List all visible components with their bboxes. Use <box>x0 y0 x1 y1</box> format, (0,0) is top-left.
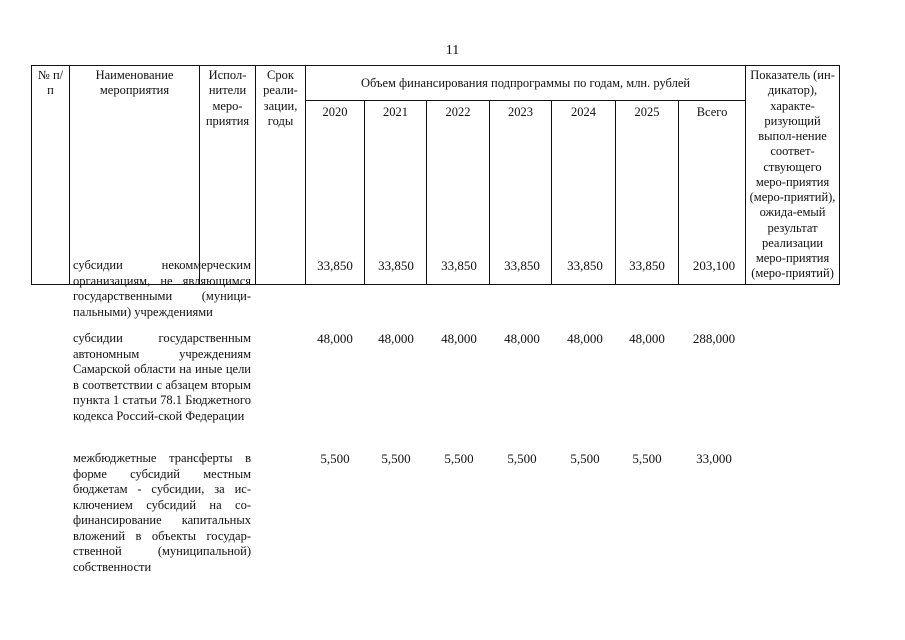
header-funding-cell: Объем финансирования подпрограммы по годам, млн. рублей <box>306 66 746 101</box>
value-2022: 5,500 <box>444 451 474 466</box>
header-indicator-cell: Показатель (ин-дикатор), характе-ризующий выпол-нение соответ-ствующего меро-приятия (меро-приятий), ожида-емый результат реализации меро-приятия (меро-приятий) <box>746 66 840 285</box>
value-2023: 48,000 <box>504 331 540 346</box>
header-number-cell: № п/п <box>32 66 70 285</box>
value-2020: 48,000 <box>317 331 353 346</box>
header-term-cell: Срок реали-зации, годы <box>256 66 306 285</box>
header-year-2020: 2020 <box>306 101 365 284</box>
value-2024: 48,000 <box>567 331 603 346</box>
row-description: субсидии некоммерческим организациям, не являющимся государственными (муници-пальными) учреждениями <box>73 258 251 319</box>
page-number: 11 <box>445 43 460 58</box>
header-total: Всего <box>679 101 746 284</box>
header-year-2021: 2021 <box>365 101 427 284</box>
header-year-2023: 2023 <box>490 101 552 284</box>
header-year-2024: 2024 <box>552 101 616 284</box>
header-year-2025: 2025 <box>616 101 679 284</box>
value-2025: 33,850 <box>629 258 665 273</box>
value-2024: 5,500 <box>570 451 600 466</box>
value-2025: 48,000 <box>629 331 665 346</box>
value-2021: 33,850 <box>378 258 414 273</box>
value-2021: 5,500 <box>381 451 411 466</box>
value-2022: 33,850 <box>441 258 477 273</box>
value-2020: 5,500 <box>320 451 350 466</box>
value-2024: 33,850 <box>567 258 603 273</box>
value-total: 203,100 <box>692 258 736 273</box>
table-header <box>31 65 840 285</box>
row-description: межбюджетные трансферты в форме субсидий местным бюджетам - субсидии, за ис-ключением субсидий на со-финансирование капитальных вложений в объекты государ-ственной (муниципальной) собственности <box>73 451 251 574</box>
value-2023: 5,500 <box>507 451 537 466</box>
header-name-cell: Наименование мероприятия <box>70 66 200 285</box>
row-description: субсидии государственным автономным учреждениям Самарской области на иные цели в соответствии с абзацем вторым пункта 1 статьи 78.1 Бюджетного кодекса Россий-ской Федерации <box>73 331 251 423</box>
value-2020: 33,850 <box>317 258 353 273</box>
header-executors-cell: Испол-нители меро-приятия <box>200 66 256 285</box>
value-2022: 48,000 <box>441 331 477 346</box>
header-year-2022: 2022 <box>427 101 490 284</box>
value-total: 288,000 <box>692 331 736 346</box>
value-2023: 33,850 <box>504 258 540 273</box>
value-total: 33,000 <box>696 451 732 466</box>
value-2025: 5,500 <box>632 451 662 466</box>
value-2021: 48,000 <box>378 331 414 346</box>
